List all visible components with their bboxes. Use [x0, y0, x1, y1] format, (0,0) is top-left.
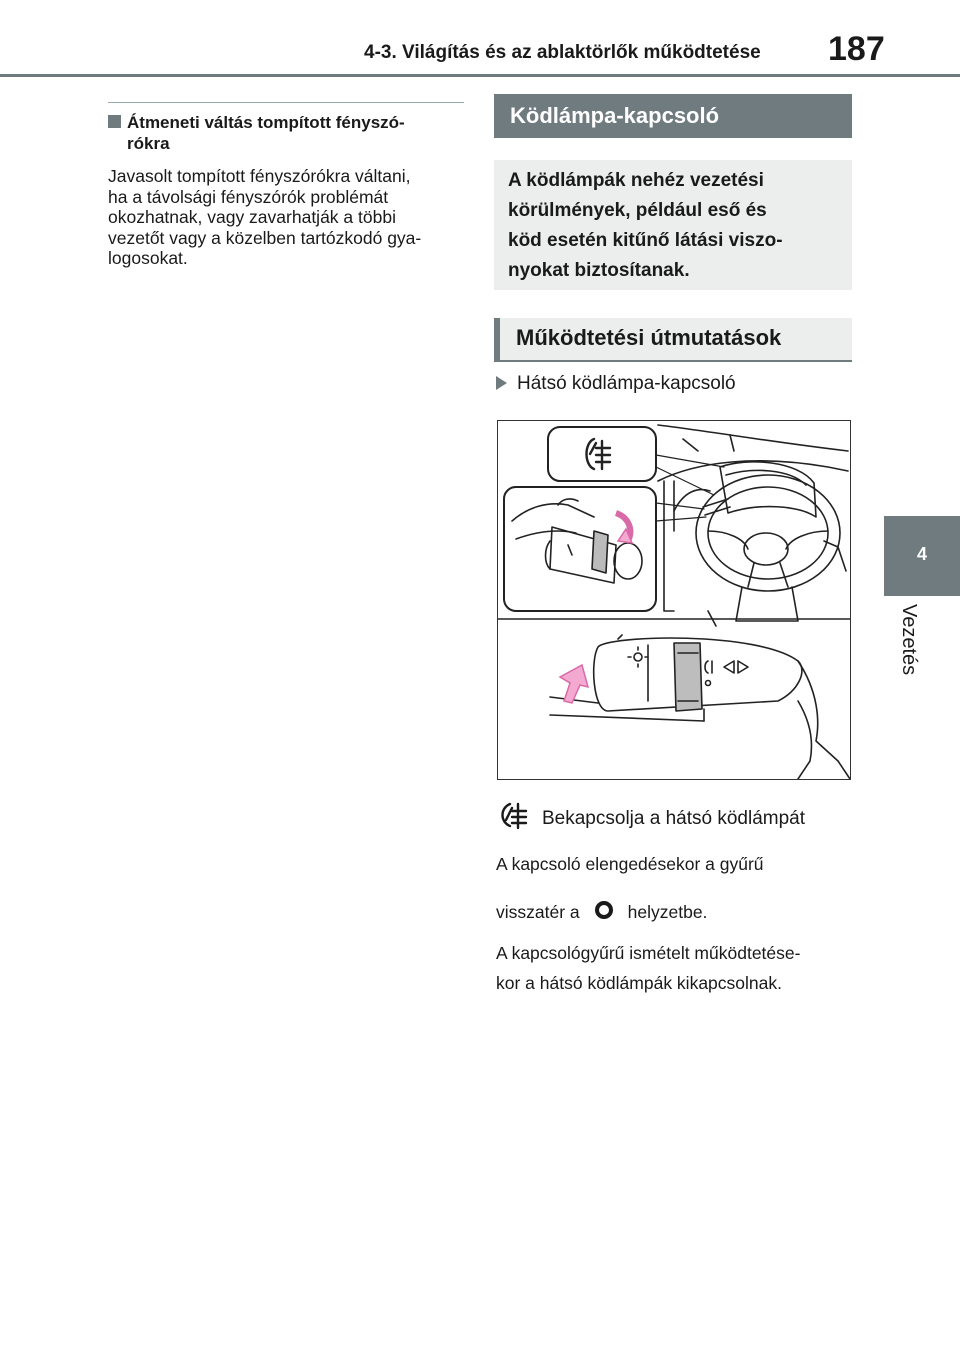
- intro-line: körülmények, például eső és: [508, 200, 767, 221]
- para-line: [496, 898, 707, 924]
- para-line: A kapcsoló elengedésekor a gyűrű: [496, 854, 764, 874]
- chapter-label-text: Vezetés: [898, 604, 920, 676]
- caption: [496, 800, 856, 834]
- ring-position-icon: [590, 898, 618, 922]
- left-body-line: logosokat.: [108, 248, 188, 268]
- left-body-line: ha a távolsági fényszórók problémát: [108, 186, 389, 207]
- bullet-text: Hátsó ködlámpa-kapcsoló: [517, 373, 736, 394]
- intro-line: nyokat biztosítanak.: [508, 260, 690, 281]
- operation-heading: Működtetési útmutatások: [494, 318, 852, 362]
- triangle-bullet-icon: [496, 376, 507, 390]
- left-body-line: vezetőt vagy a közelben tartózkodó gya-: [108, 227, 422, 248]
- caption-text: Bekapcsolja a hátsó ködlámpát: [542, 808, 805, 829]
- section-header-title: 4-3. Világítás és az ablaktörlők működtetése: [364, 42, 761, 63]
- illustration-drawing: [498, 421, 850, 779]
- chapter-label: [890, 604, 950, 694]
- chapter-number: 4: [916, 544, 927, 564]
- header-rule: [0, 74, 960, 77]
- intro-box: [494, 160, 852, 290]
- subheading-rule: [108, 102, 464, 103]
- ring-repeat-paragraph: [496, 938, 856, 998]
- intro-line: köd esetén kitűnő látási viszo-: [508, 230, 783, 251]
- left-body-text: [108, 166, 466, 269]
- bullet-item: [496, 372, 736, 396]
- para-text-before-icon: visszatér a: [496, 902, 580, 922]
- left-body-line: Javasolt tompított fényszórókra váltani,: [108, 166, 411, 186]
- para-line: kor a hátsó ködlámpák kikapcsolnak.: [496, 973, 782, 993]
- left-body-line: okozhatnak, vagy zavarhatják a többi: [108, 207, 396, 227]
- page-number: 187: [828, 30, 885, 68]
- subheading-line-2: rókra: [127, 134, 170, 153]
- ring-return-paragraph: [496, 852, 856, 924]
- chapter-tab: [884, 516, 960, 596]
- para-line: A kapcsológyűrű ismételt működtetése-: [496, 943, 801, 963]
- rear-fog-lamp-icon: [496, 800, 536, 830]
- fog-switch-illustration: [497, 420, 851, 780]
- para-text-after-icon: helyzetbe.: [627, 902, 708, 922]
- intro-line: A ködlámpák nehéz vezetési: [508, 170, 764, 191]
- subheading-line-1: Átmeneti váltás tompított fényszó-: [127, 113, 405, 132]
- section-heading: Ködlámpa-kapcsoló: [494, 94, 852, 138]
- subheading: [108, 112, 464, 154]
- square-bullet-icon: [108, 115, 121, 128]
